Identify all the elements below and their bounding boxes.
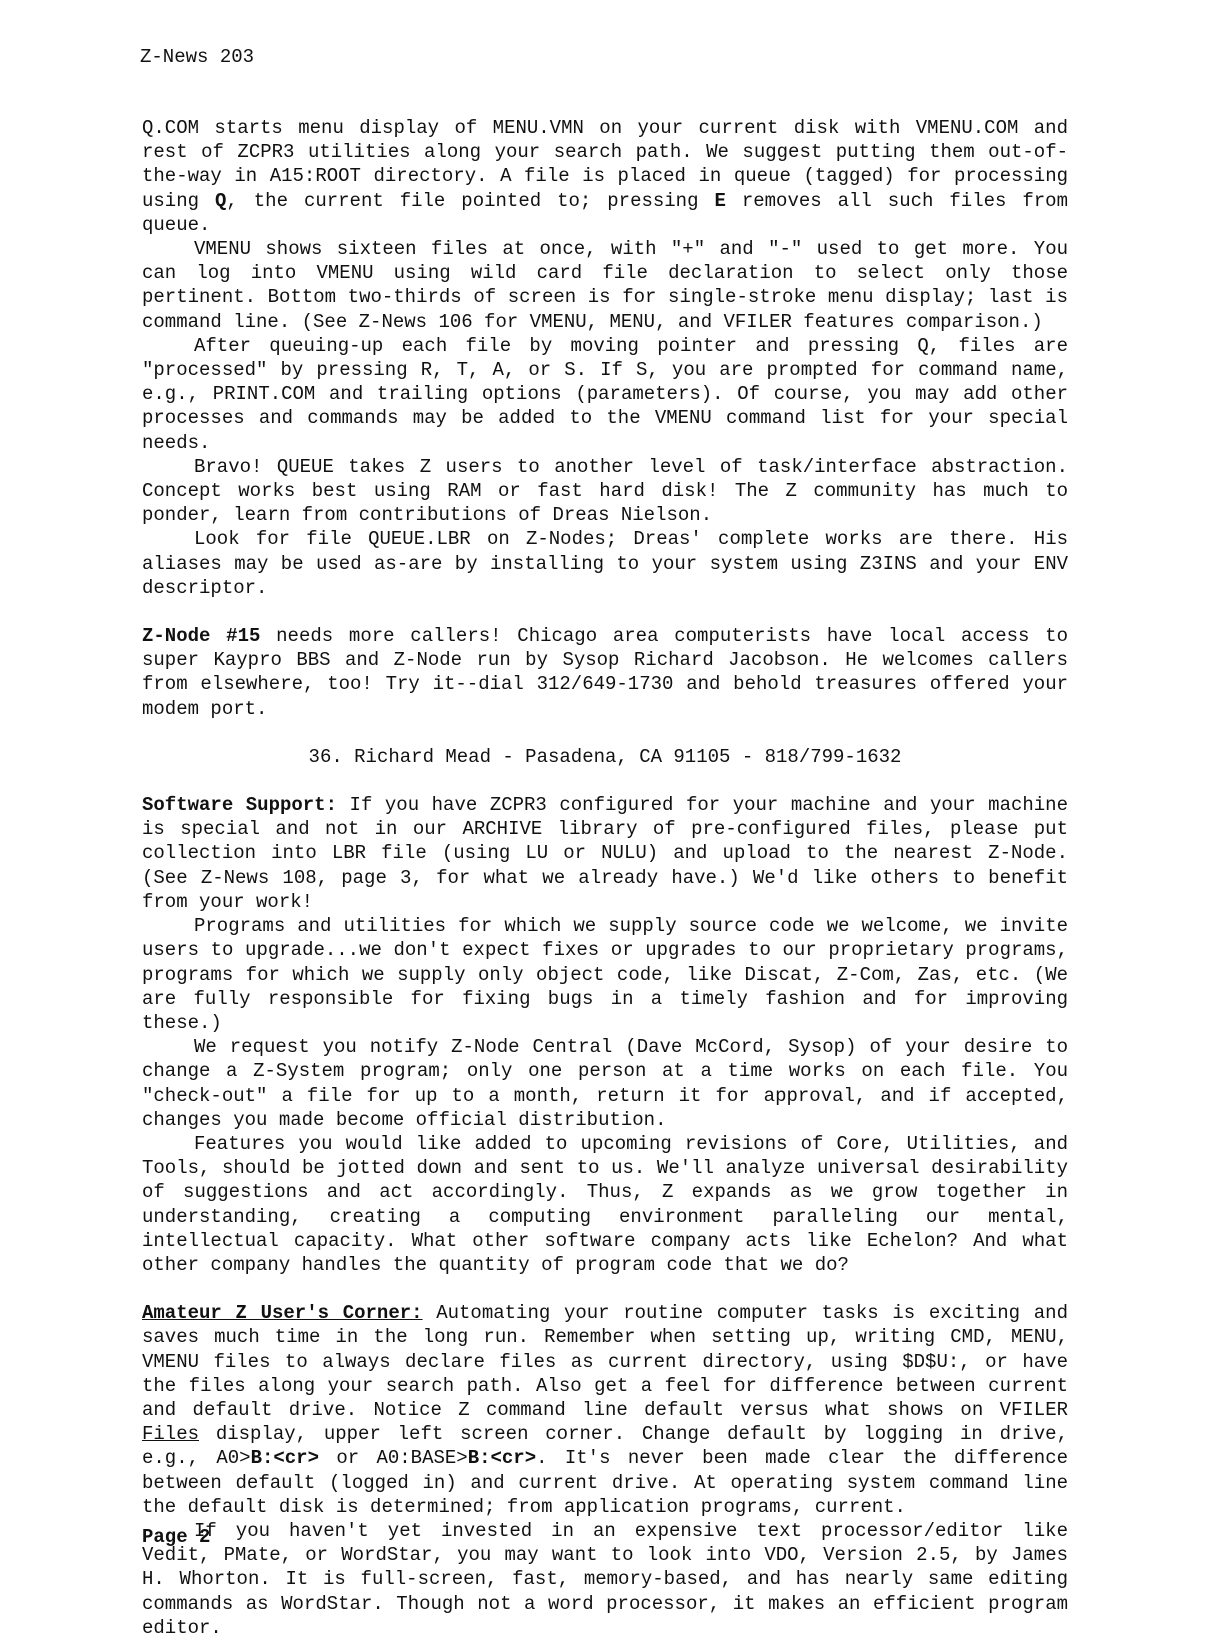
- text-segment: removes all such files from queue.: [142, 189, 1068, 236]
- page-number: Page 2: [142, 1526, 211, 1548]
- command-b-cr: B:<cr>: [467, 1447, 537, 1470]
- text-segment: , the current file pointed to; pressing: [226, 189, 715, 212]
- paragraph-vmenu: VMENU shows sixteen files at once, with "+" and "-" used to get more. You can log into VMENU using wild card file declaration to select only those pertinent. Bottom two-thirds of screen is for single-stroke menu display; last is command line. (See Z-News 106 for VMENU, MENU, and VFILER features comparison.): [142, 238, 1068, 333]
- text-segment: or A0:BASE>: [318, 1447, 468, 1470]
- key-q: Q: [214, 189, 227, 212]
- node-listing-line: 36. Richard Mead - Pasadena, CA 91105 - 818/799-1632: [308, 745, 902, 768]
- paragraph-queuing: After queuing-up each file by moving pointer and pressing Q, files are "processed" by pressing R, T, A, or S. If S, you are prompted for command name, e.g., PRINT.COM and trailing options (parameters). Of course, you may add other processes and commands may be added to the VMENU command list for your special needs.: [142, 334, 1068, 454]
- paragraph-znode-15: [142, 624, 1068, 721]
- text-segment: needs more callers! Chicago area computerists have local access to super Kaypro BBS and Z-Node run by Sysop Richard Jacobson. He welcomes callers from elsewhere, too! Try it--dial 312/649-1730 and behold treasures offered your modem port.: [142, 625, 1068, 720]
- page-header: Z-News 203: [140, 46, 255, 68]
- paragraph-amateur-corner: [142, 1301, 1068, 1519]
- section-lead: Z-Node #15: [142, 625, 261, 648]
- text-segment: display, upper left screen corner. Change default by logging in drive, e.g., A0>: [142, 1423, 1068, 1470]
- paragraph-bravo: Bravo! QUEUE takes Z users to another level of task/interface abstraction. Concept works best using RAM or fast hard disk! The Z community has much to ponder, learn from contributions of Dreas Nielson.: [142, 455, 1068, 527]
- text-segment: Automating your routine computer tasks is exciting and saves much time in the long run. Remember when setting up, writing CMD, MENU, VMENU files to always declare files as current directory, using $D$U:, or have the files along your search path. Also get a feel for difference between current and default drive. Notice Z command line default versus what shows on VFILER: [142, 1302, 1068, 1421]
- paragraph-vdo-editor: If you haven't yet invested in an expensive text processor/editor like Vedit, PMate, or WordStar, you may want to look into VDO, Version 2.5, by James H. Whorton. It is full-screen, fast, memory-based, and has nearly same editing commands as WordStar. Though not a word processor, it makes an efficient program editor.: [142, 1519, 1068, 1639]
- text-segment: . It's never been made clear the difference between default (logged in) and current drive. At operating system command line the default disk is determined; from application programs, current.: [142, 1447, 1069, 1518]
- text-segment: Q.COM starts menu display of MENU.VMN on your current disk with VMENU.COM and rest of ZCPR3 utilities along your search path. We suggest putting them out-of-the-way in A15:ROOT directory. A file is placed in queue (tagged) for processing using: [142, 117, 1068, 212]
- text-segment: If you have ZCPR3 configured for your machine and your machine is special and not in our ARCHIVE library of pre-configured files, please put collection into LBR file (using LU or NULU) and upload to the nearest Z-Node. (See Z-News 108, page 3, for what we already have.) We'd like others to benefit from your work!: [142, 794, 1068, 913]
- paragraph-software-support: [142, 793, 1068, 914]
- paragraph-features: Features you would like added to upcoming revisions of Core, Utilities, and Tools, should be jotted down and sent to us. We'll analyze universal desirability of suggestions and act accordingly. Thus, Z expands as we grow together in understanding, creating a computing environment paralleling our mental, intellectual capacity. What other software company acts like Echelon? And what other company handles the quantity of program code that we do?: [142, 1132, 1068, 1276]
- paragraph-queue-intro: [142, 116, 1068, 237]
- key-e: E: [714, 189, 726, 212]
- paragraph-notify: We request you notify Z-Node Central (Dave McCord, Sysop) of your desire to change a Z-System program; only one person at a time works on each file. You "check-out" a file for up to a month, return it for approval, and if accepted, changes you made become official distribution.: [142, 1036, 1068, 1131]
- command-b-cr: B:<cr>: [250, 1447, 319, 1470]
- article-body: [142, 116, 1068, 1640]
- section-lead: Amateur Z User's Corner:: [142, 1302, 423, 1325]
- paragraph-queue-lbr: Look for file QUEUE.LBR on Z-Nodes; Dreas' complete works are there. His aliases may be used as-are by installing to your system using Z3INS and your ENV descriptor.: [142, 528, 1068, 599]
- paragraph-programs: Programs and utilities for which we supply source code we welcome, we invite users to upgrade...we don't expect fixes or upgrades to our proprietary programs, programs for which we supply only object code, like Discat, Z-Com, Zas, etc. (We are fully responsible for fixing bugs in a timely fashion and for improving these.): [142, 915, 1068, 1034]
- section-lead: Software Support:: [142, 794, 337, 817]
- files-term: Files: [142, 1423, 200, 1446]
